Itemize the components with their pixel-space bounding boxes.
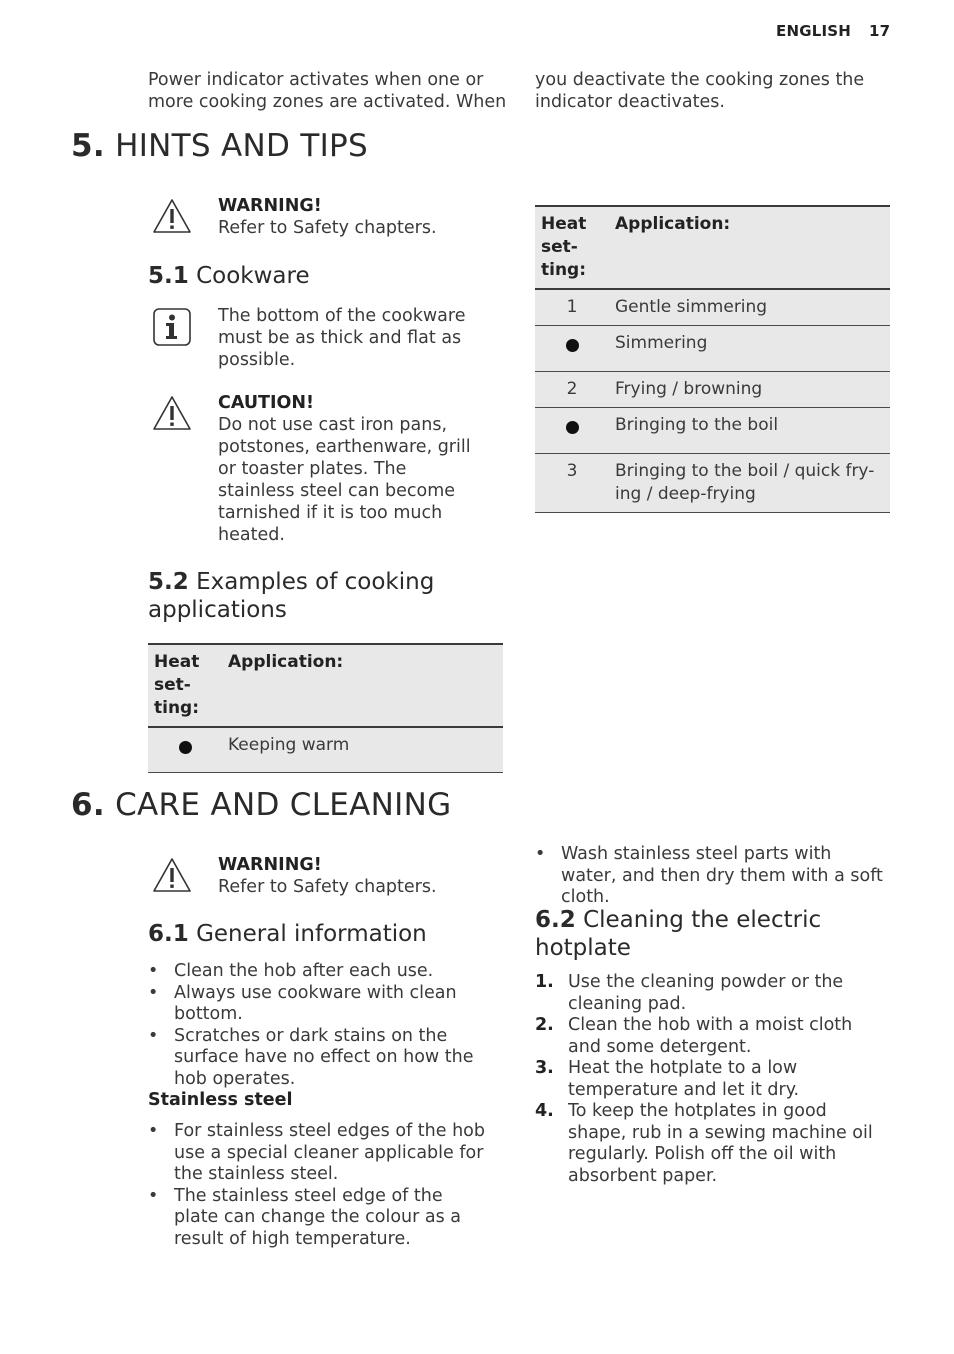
application-cell: Frying / browning <box>615 378 763 399</box>
stainless-steel-heading: Stainless steel <box>148 1090 293 1110</box>
list-item: • Scratches or dark stains on the surface have no effect on how the hob operates. <box>148 1026 508 1091</box>
subsection-5-2-title-line1: Examples of cooking <box>196 569 435 595</box>
table-row <box>535 453 890 512</box>
table-row <box>148 727 503 772</box>
table-row <box>535 407 890 453</box>
table-row <box>535 325 890 371</box>
list-item: • Always use cookware with clean bottom. <box>148 983 508 1026</box>
list-item <box>535 1015 887 1058</box>
heat-setting-table-right <box>535 205 890 513</box>
cookware-info-text: The bottom of the cookware must be as thick and flat as possible. <box>218 306 466 370</box>
heat-setting-dot <box>148 727 222 772</box>
step-number: 4. <box>535 1101 554 1121</box>
section-6-title: CARE AND CLEANING <box>115 787 452 823</box>
caution-title: CAUTION! <box>218 393 315 413</box>
warning-triangle-icon <box>152 857 192 893</box>
header-language: ENGLISH <box>776 22 852 40</box>
column-header-application: Application: <box>228 652 344 672</box>
column-header-heat-setting: Heat set- ting: <box>154 652 200 718</box>
application-cell: Keeping warm <box>228 735 350 755</box>
intro-text-right: you deactivate the cooking zones the indicator deactivates. <box>535 70 865 112</box>
application-cell: Gentle simmering <box>615 297 768 317</box>
subsection-6-2-heading <box>535 906 821 962</box>
dot-icon <box>566 421 579 434</box>
dot-icon <box>179 741 192 754</box>
step-text: Clean the hob with a moist cloth and some detergent. <box>568 1015 853 1057</box>
application-cell: Simmering <box>615 332 708 353</box>
column-header-heat-setting: Heat set- ting: <box>541 214 587 280</box>
cleaning-steps-list <box>535 972 887 1187</box>
general-info-list <box>148 961 508 1090</box>
list-item <box>535 1101 887 1187</box>
heat-setting-table-left <box>148 643 503 773</box>
subsection-5-2-heading <box>148 568 434 624</box>
step-text: Heat the hotplate to a low temperature and let it dry. <box>568 1058 800 1100</box>
subsection-6-1-title: General information <box>196 921 427 947</box>
list-item: • For stainless steel edges of the hob use a special cleaner applicable for the stainless steel. <box>148 1121 488 1186</box>
heat-setting-cell: 3 <box>566 460 578 481</box>
table-header-row <box>148 644 503 727</box>
section-5-number: 5. <box>71 128 105 164</box>
info-icon <box>153 308 191 346</box>
subsection-5-1-heading <box>148 262 310 290</box>
table-row <box>535 371 890 407</box>
right-column-list <box>535 844 885 909</box>
warning-title: WARNING! <box>218 196 322 216</box>
dot-icon <box>566 339 579 352</box>
section-6-number: 6. <box>71 787 105 823</box>
list-item <box>535 972 887 1015</box>
caution-text: Do not use cast iron pans, potstones, earthenware, grill or toaster plates. The stainless steel can become tarnished if it is too much heated. <box>218 415 471 545</box>
subsection-5-2-title-line2: applications <box>148 597 287 623</box>
list-item: • The stainless steel edge of the plate can change the colour as a result of high temperature. <box>148 1186 488 1251</box>
subsection-6-2-title-line2: hotplate <box>535 935 631 961</box>
subsection-5-1-title: Cookware <box>196 263 310 289</box>
subsection-6-2-title-line1: Cleaning the electric <box>583 907 822 933</box>
application-cell: Bringing to the boil <box>615 414 779 435</box>
stainless-steel-list <box>148 1121 488 1250</box>
heat-setting-cell: 1 <box>566 297 578 317</box>
list-item <box>535 1058 887 1101</box>
table-header-row <box>535 206 890 289</box>
warning-triangle-icon <box>152 198 192 234</box>
step-number: 1. <box>535 972 554 992</box>
subsection-6-1-number: 6.1 <box>148 921 189 947</box>
section-6-heading <box>71 787 451 823</box>
step-number: 3. <box>535 1058 554 1078</box>
section-5-heading <box>71 128 368 164</box>
heat-setting-cell: 2 <box>566 378 578 399</box>
list-item: • Clean the hob after each use. <box>148 961 508 983</box>
step-number: 2. <box>535 1015 554 1035</box>
warning-text: Refer to Safety chapters. <box>218 877 437 897</box>
application-cell: Bringing to the boil / quick fry- ing / deep-frying <box>615 460 875 504</box>
step-text: Use the cleaning powder or the cleaning pad. <box>568 972 844 1014</box>
warning-text: Refer to Safety chapters. <box>218 218 437 238</box>
heat-setting-dot <box>535 325 609 371</box>
step-text: To keep the hotplates in good shape, rub in a sewing machine oil regularly. Polish off the oil with absorbent paper. <box>568 1101 873 1186</box>
caution-triangle-icon <box>152 395 192 431</box>
warning-title: WARNING! <box>218 855 322 875</box>
intro-text-left: Power indicator activates when one or more cooking zones are activated. When <box>148 70 507 112</box>
section-5-title: HINTS AND TIPS <box>115 128 368 164</box>
subsection-5-2-number: 5.2 <box>148 569 189 595</box>
subsection-6-2-number: 6.2 <box>535 907 576 933</box>
subsection-5-1-number: 5.1 <box>148 263 189 289</box>
page-number: 17 <box>869 22 891 40</box>
heat-setting-dot <box>535 407 609 453</box>
table-row <box>535 289 890 325</box>
subsection-6-1-heading <box>148 920 427 948</box>
column-header-application: Application: <box>615 214 731 234</box>
list-item: • Wash stainless steel parts with water, and then dry them with a soft cloth. <box>535 844 885 909</box>
